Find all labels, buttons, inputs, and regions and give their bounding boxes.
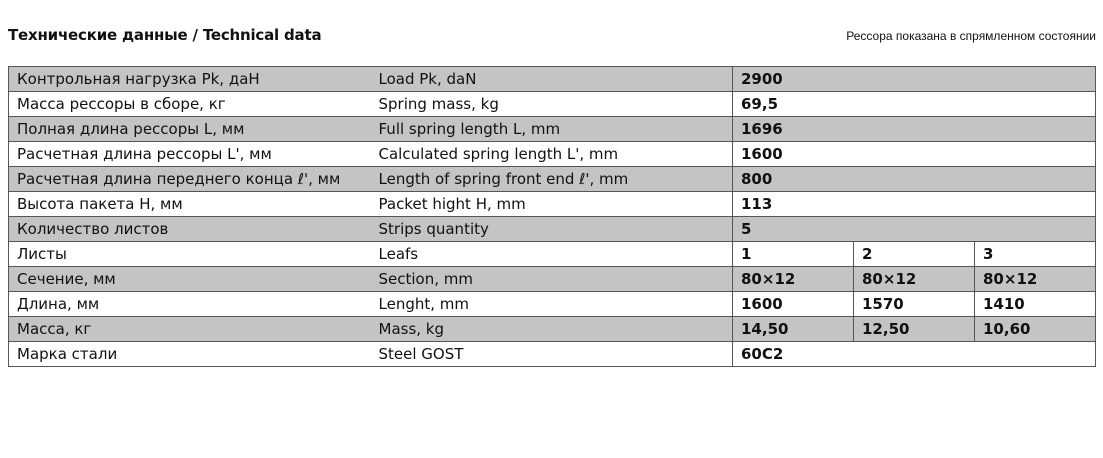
row-label-en: Length of spring front end ℓ', mm bbox=[371, 167, 733, 192]
leaf-value-1: 1600 bbox=[733, 292, 854, 317]
row-label-en: Packet hight H, mm bbox=[371, 192, 733, 217]
table-row bbox=[9, 67, 1096, 92]
row-value: 800 bbox=[733, 167, 1096, 192]
row-label-en: Mass, kg bbox=[371, 317, 733, 342]
row-label-ru: Количество листов bbox=[9, 217, 371, 242]
row-label-ru: Высота пакета H, мм bbox=[9, 192, 371, 217]
leaf-value-3: 10,60 bbox=[975, 317, 1096, 342]
page-title: Технические данные / Technical data bbox=[8, 26, 322, 44]
row-value: 5 bbox=[733, 217, 1096, 242]
row-label-en: Full spring length L, mm bbox=[371, 117, 733, 142]
table-row bbox=[9, 142, 1096, 167]
row-value: 1600 bbox=[733, 142, 1096, 167]
table-row bbox=[9, 292, 1096, 317]
row-label-en: Section, mm bbox=[371, 267, 733, 292]
header bbox=[8, 26, 1096, 48]
row-value: 60С2 bbox=[733, 342, 1096, 367]
row-label-en: Calculated spring length L', mm bbox=[371, 142, 733, 167]
row-label-ru: Расчетная длина рессоры L', мм bbox=[9, 142, 371, 167]
table-row bbox=[9, 217, 1096, 242]
leaf-value-2: 2 bbox=[854, 242, 975, 267]
row-value: 69,5 bbox=[733, 92, 1096, 117]
technical-data-table bbox=[8, 66, 1096, 367]
row-value: 113 bbox=[733, 192, 1096, 217]
row-value: 1696 bbox=[733, 117, 1096, 142]
row-label-ru: Сечение, мм bbox=[9, 267, 371, 292]
table-row bbox=[9, 317, 1096, 342]
table-row bbox=[9, 192, 1096, 217]
leaf-value-3: 80×12 bbox=[975, 267, 1096, 292]
row-label-en: Load Pk, daN bbox=[371, 67, 733, 92]
table-row bbox=[9, 167, 1096, 192]
leaf-value-3: 1410 bbox=[975, 292, 1096, 317]
row-label-ru: Масса рессоры в сборе, кг bbox=[9, 92, 371, 117]
leaf-value-1: 80×12 bbox=[733, 267, 854, 292]
header-note: Рессора показана в спрямленном состоянии bbox=[846, 29, 1096, 43]
row-value: 2900 bbox=[733, 67, 1096, 92]
table-row bbox=[9, 342, 1096, 367]
table-row bbox=[9, 92, 1096, 117]
row-label-ru: Марка стали bbox=[9, 342, 371, 367]
leaf-value-2: 1570 bbox=[854, 292, 975, 317]
row-label-en: Spring mass, kg bbox=[371, 92, 733, 117]
table-row bbox=[9, 117, 1096, 142]
leaf-value-2: 80×12 bbox=[854, 267, 975, 292]
row-label-ru: Листы bbox=[9, 242, 371, 267]
row-label-en: Leafs bbox=[371, 242, 733, 267]
row-label-en: Strips quantity bbox=[371, 217, 733, 242]
row-label-ru: Полная длина рессоры L, мм bbox=[9, 117, 371, 142]
leaf-value-2: 12,50 bbox=[854, 317, 975, 342]
leaf-value-1: 1 bbox=[733, 242, 854, 267]
row-label-en: Lenght, mm bbox=[371, 292, 733, 317]
leaf-value-3: 3 bbox=[975, 242, 1096, 267]
table-row bbox=[9, 267, 1096, 292]
row-label-ru: Расчетная длина переднего конца ℓ', мм bbox=[9, 167, 371, 192]
row-label-ru: Контрольная нагрузка Pk, даН bbox=[9, 67, 371, 92]
table-row bbox=[9, 242, 1096, 267]
row-label-ru: Длина, мм bbox=[9, 292, 371, 317]
leaf-value-1: 14,50 bbox=[733, 317, 854, 342]
row-label-ru: Масса, кг bbox=[9, 317, 371, 342]
row-label-en: Steel GOST bbox=[371, 342, 733, 367]
